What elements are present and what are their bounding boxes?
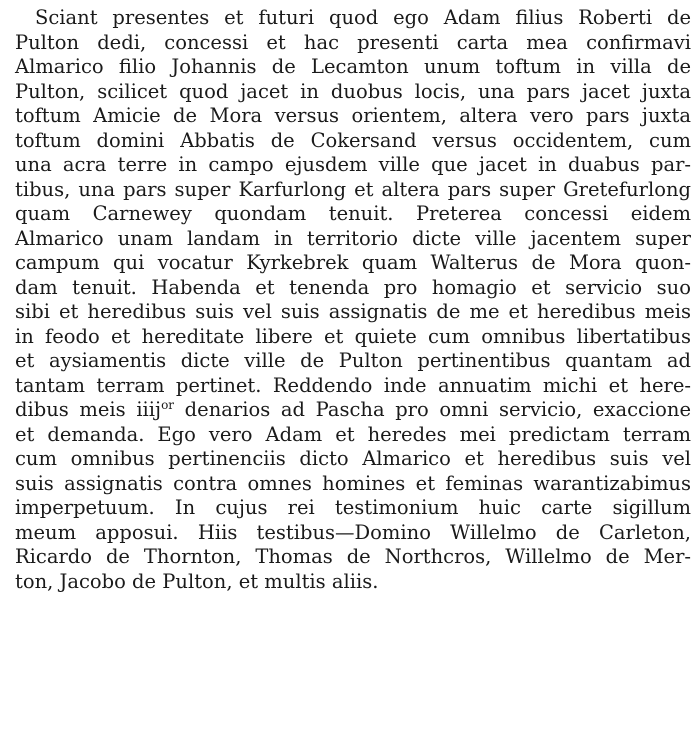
- ordinal-superscript: or: [161, 398, 175, 412]
- text-line-17-end: denarios ad Pascha pro omni servicio, exaccione: [174, 398, 691, 421]
- text-line-3: Almarico filio Johannis de Lecamton unum toftum in villa de: [15, 55, 691, 78]
- text-line-7: una acra terre in campo ejusdem ville que jacet in duabus par-: [15, 153, 691, 176]
- text-line-4: Pulton, scilicet quod jacet in duobus locis, una pars jacet juxta: [15, 79, 691, 103]
- text-line-13: sibi et heredibus suis vel suis assignatis de me et heredibus meis: [15, 300, 691, 323]
- text-line-18: et demanda. Ego vero Adam et heredes mei predictam terram: [15, 422, 691, 446]
- text-line-14: in feodo et hereditate libere et quiete cum omnibus libertatibus: [15, 324, 691, 348]
- text-line-6: toftum domini Abbatis de Cokersand versus occidentem, cum: [15, 128, 691, 152]
- text-line-2: Pulton dedi, concessi et hac presenti carta mea confirmavi: [15, 30, 691, 54]
- text-line-12: dam tenuit. Habenda et tenenda pro homagio et servicio suo: [15, 275, 691, 299]
- text-line-8: tibus, una pars super Karfurlong et altera pars super Gretefurlong: [15, 177, 691, 201]
- text-line-17: [15, 398, 691, 423]
- text-line-19: cum omnibus pertinenciis dicto Almarico et heredibus suis vel: [15, 447, 691, 470]
- text-line-24: ton, Jacobo de Pulton, et multis aliis.: [15, 569, 379, 593]
- text-line-16: tantam terram pertinet. Reddendo inde annuatim michi et here-: [15, 373, 691, 397]
- text-line-15: et aysiamentis dicte ville de Pulton pertinentibus quantam ad: [15, 349, 691, 372]
- text-line-10: Almarico unam landam in territorio dicte ville jacentem super: [15, 226, 691, 250]
- text-line-20: suis assignatis contra omnes homines et feminas warantizabimus: [15, 471, 691, 495]
- text-line-11: campum qui vocatur Kyrkebrek quam Walterus de Mora quon-: [15, 251, 691, 274]
- text-line-5: toftum Amicie de Mora versus orientem, altera vero pars juxta: [15, 104, 691, 127]
- text-line-1: Sciant presentes et futuri quod ego Adam filius Roberti de: [35, 6, 691, 29]
- text-line-9: quam Carnewey quondam tenuit. Preterea concessi eidem: [15, 202, 691, 225]
- text-line-22: meum apposui. Hiis testibus—Domino Willelmo de Carleton,: [15, 520, 691, 544]
- text-line-21: imperpetuum. In cujus rei testimonium huic carte sigillum: [15, 496, 691, 519]
- charter-text: [15, 6, 691, 594]
- text-line-17-start: dibus meis iiij: [15, 398, 162, 421]
- text-line-23: Ricardo de Thornton, Thomas de Northcros, Willelmo de Mer-: [15, 545, 691, 568]
